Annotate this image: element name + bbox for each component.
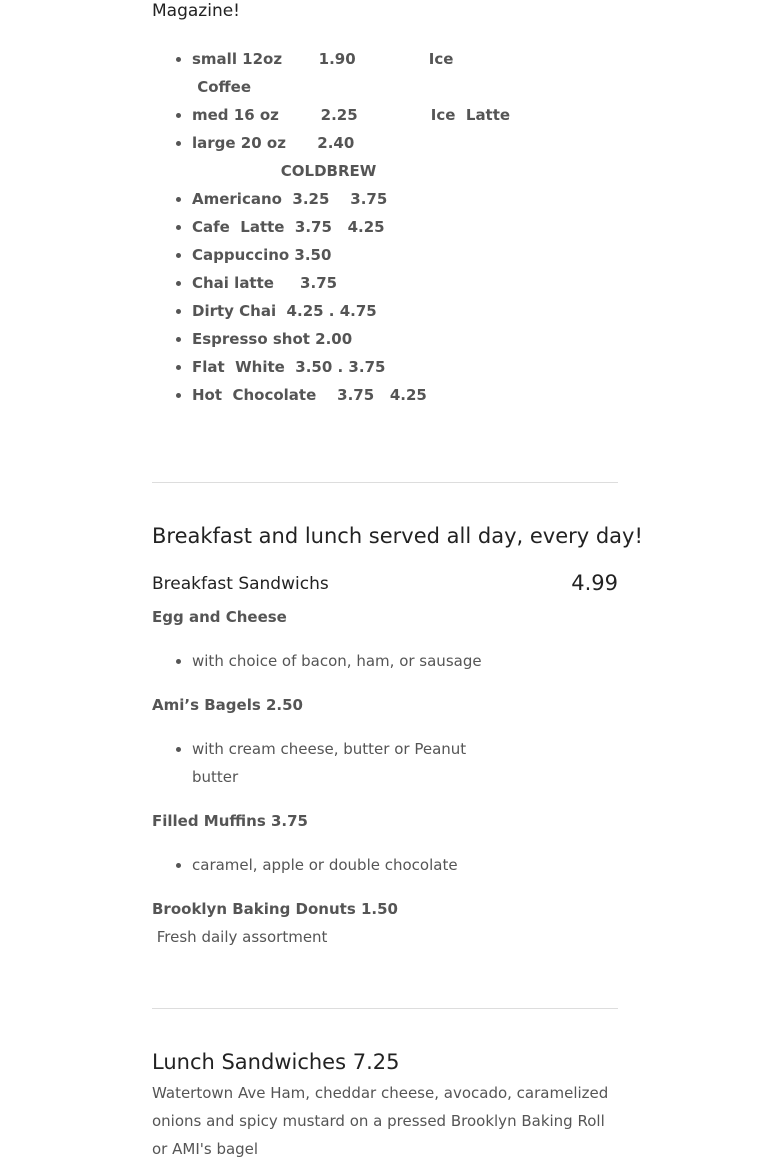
coffee-item-hot-chocolate: • Hot Chocolate 3.75 4.25 [192,381,622,409]
intro-text-tail: Magazine! [152,1,240,21]
coffee-item-flat-white: • Flat White 3.50 . 3.75 [192,353,622,381]
coffee-item-cappuccino: • Cappuccino 3.50 [192,241,622,269]
coffee-item-cafe-latte: • Cafe Latte 3.75 4.25 [192,213,622,241]
muffins-options-list [152,851,492,879]
coffee-item-coldbrew: • large 20 oz 2.40 COLDBREW [192,129,622,185]
donuts-title: Brooklyn Baking Donuts 1.50 [152,900,398,918]
bagels-title: Ami’s Bagels 2.50 [152,696,303,714]
coffee-item-dirty-chai: • Dirty Chai 4.25 . 4.75 [192,297,622,325]
breakfast-sandwiches-label: Breakfast Sandwichs [152,574,329,594]
coffee-item-chai-latte: • Chai latte 3.75 [192,269,622,297]
bagels-options-list [152,735,492,791]
egg-cheese-title: Egg and Cheese [152,608,287,626]
section-divider [152,482,618,483]
coffee-item-espresso-shot: • Espresso shot 2.00 [192,325,622,353]
bagels-option: • with cream cheese, butter or Peanut butter [192,735,492,791]
section-divider [152,1008,618,1009]
coffee-item-americano: • Americano 3.25 3.75 [192,185,622,213]
donuts-note: Fresh daily assortment [152,928,328,946]
coffee-item-ice-coffee: • small 12oz 1.90 Ice Coffee [192,45,622,101]
muffins-title: Filled Muffins 3.75 [152,812,308,830]
lunch-heading: Lunch Sandwiches 7.25 [152,1050,400,1074]
lunch-sandwich-description: Watertown Ave Ham, cheddar cheese, avocado, caramelized onions and spicy mustard on a pressed Brooklyn Baking Roll or AMI's bagel [152,1084,609,1158]
muffins-option: • caramel, apple or double chocolate [192,851,492,879]
egg-cheese-option: • with choice of bacon, ham, or sausage [192,647,492,675]
breakfast-heading: Breakfast and lunch served all day, every day! [152,524,643,548]
coffee-price-list [152,45,622,409]
coffee-item-ice-latte: • med 16 oz 2.25 Ice Latte [192,101,622,129]
breakfast-sandwiches-row [152,570,618,598]
egg-cheese-options-list [152,647,492,675]
breakfast-sandwiches-price: 4.99 [571,571,618,595]
